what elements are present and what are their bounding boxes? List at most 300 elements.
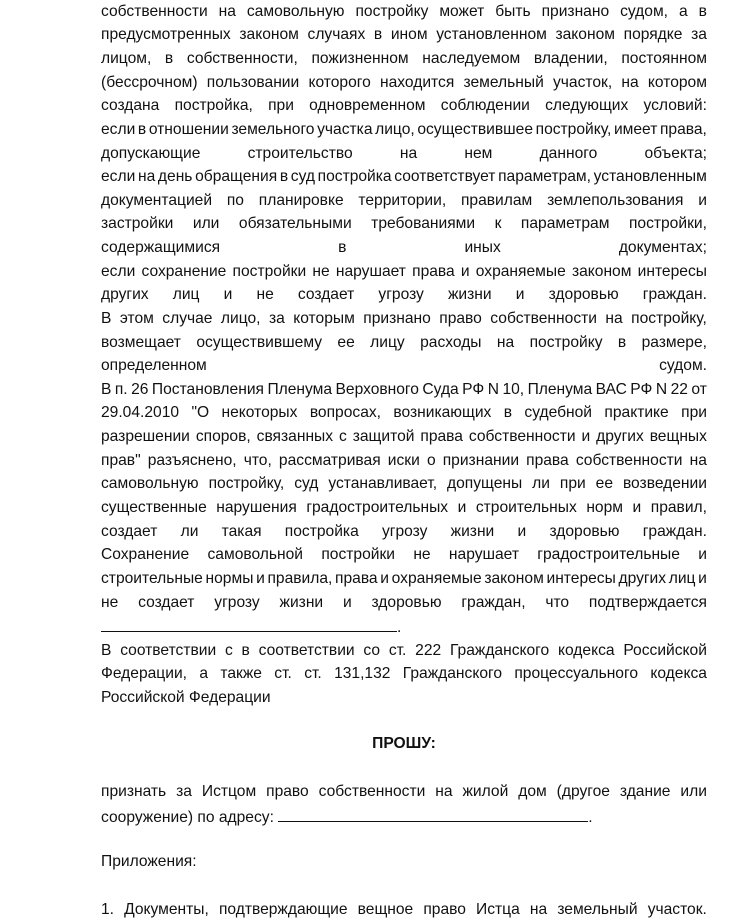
word: участок,	[553, 74, 613, 91]
word: постройка	[317, 168, 392, 185]
word: дом	[518, 783, 547, 800]
word: участка	[317, 121, 373, 138]
word: нормы	[205, 570, 254, 587]
word: угрозу	[381, 523, 428, 540]
word: градостроительные	[537, 546, 680, 563]
word: N	[487, 381, 499, 398]
word: если	[101, 121, 136, 138]
word: если	[101, 263, 136, 280]
word: определенном	[101, 357, 207, 374]
word: Российской	[623, 642, 707, 659]
word: параметрам,	[498, 168, 591, 185]
word: может	[439, 3, 485, 20]
word: Постановления	[151, 381, 264, 398]
text-line	[101, 379, 707, 401]
word: допускающие	[101, 145, 201, 162]
word: на	[218, 3, 236, 20]
word: права,	[659, 121, 707, 138]
word: осуществившему	[196, 334, 323, 351]
text-line	[101, 190, 707, 212]
text-line	[101, 473, 707, 495]
word: признании	[442, 452, 520, 469]
word: землепользования	[547, 192, 684, 209]
word: такая	[221, 523, 262, 540]
word: лицом,	[101, 50, 152, 67]
word: Пленума	[527, 381, 593, 398]
word: граждан,	[461, 594, 526, 611]
word: (бессрочном)	[101, 74, 198, 91]
word: не	[312, 263, 330, 280]
word: на	[399, 145, 418, 162]
word: на	[435, 783, 453, 800]
word: со	[363, 642, 381, 659]
text-line	[101, 497, 707, 519]
period: .	[588, 809, 593, 826]
word: данного	[539, 145, 598, 162]
word: норм	[586, 499, 623, 516]
word: здоровью	[371, 594, 442, 611]
word: Истцом	[201, 783, 257, 800]
word: защитой	[352, 428, 415, 445]
word: собственности	[490, 310, 597, 327]
word: ВАС	[595, 381, 627, 398]
word: одновременном	[309, 97, 426, 114]
word: находится	[380, 74, 455, 91]
word: случае	[162, 310, 213, 327]
word: возведении	[622, 475, 707, 492]
word: других	[596, 428, 644, 445]
word: и	[460, 263, 470, 280]
word: собственности	[318, 783, 426, 800]
word: Гражданского	[449, 642, 550, 659]
word: и	[632, 499, 642, 516]
text-line	[101, 640, 707, 662]
word: от	[691, 381, 707, 398]
word: N	[655, 381, 668, 398]
word: и	[698, 192, 707, 209]
word: осуществившее	[417, 121, 533, 138]
word: территории,	[358, 192, 447, 209]
word: права	[526, 452, 569, 469]
word: подтверждается	[588, 594, 707, 611]
word: на	[496, 334, 515, 351]
word: граждан.	[642, 523, 707, 540]
word: В	[101, 310, 112, 327]
word: постройку,	[535, 121, 612, 138]
word: порядке	[623, 26, 683, 43]
word: постоянном	[621, 50, 707, 67]
word: права	[420, 428, 463, 445]
word: здоровью	[549, 523, 620, 540]
word: права	[412, 263, 455, 280]
word: что,	[243, 452, 272, 469]
word: лиц	[668, 570, 696, 587]
word: 26	[131, 381, 149, 398]
word: если	[101, 168, 136, 185]
attachments-title: Приложения:	[101, 853, 197, 870]
word: право	[423, 901, 466, 918]
word: лиц	[172, 286, 200, 303]
word: а	[678, 3, 688, 20]
word: случаях	[307, 26, 366, 43]
word: постройки,	[628, 215, 707, 232]
word: жизни	[448, 286, 492, 303]
word: охраняемые	[475, 263, 566, 280]
word: собственности	[101, 3, 208, 20]
text-line	[101, 308, 707, 330]
word: о	[426, 452, 436, 469]
word: планировке	[258, 192, 344, 209]
word: правил,	[650, 499, 707, 516]
word: 131,132	[334, 665, 391, 682]
address-line	[101, 805, 707, 827]
word: за	[268, 310, 285, 327]
word: п.	[114, 381, 128, 398]
word: котором	[647, 74, 707, 91]
word: подтверждающие	[218, 901, 348, 918]
word: права	[335, 570, 378, 587]
word: быть	[495, 3, 531, 20]
word: или	[680, 783, 707, 800]
word: а	[199, 665, 209, 682]
word: вещных	[649, 428, 707, 445]
word: споров,	[195, 428, 251, 445]
word: расходы	[420, 334, 482, 351]
word: земельного	[231, 121, 315, 138]
word: параметрам	[520, 215, 610, 232]
text-line	[101, 355, 707, 377]
word: РФ	[630, 381, 653, 398]
word: которым	[293, 310, 355, 327]
word: "О	[191, 404, 210, 421]
word: на	[137, 168, 156, 185]
word: других	[618, 570, 667, 587]
word: и	[342, 594, 352, 611]
word: или	[192, 215, 220, 232]
word: земельный	[463, 74, 544, 91]
text-line	[101, 402, 707, 424]
word: в	[617, 334, 627, 351]
word: соответствует	[394, 168, 496, 185]
word: на	[605, 310, 623, 327]
word: В	[101, 381, 112, 398]
word: право	[266, 783, 309, 800]
text-line	[101, 332, 707, 354]
word: существенные	[101, 499, 207, 516]
word: в	[164, 50, 174, 67]
text-line	[101, 663, 707, 685]
word: ее	[595, 475, 614, 492]
word: рассматривая	[278, 452, 381, 469]
word: ст.	[304, 665, 322, 682]
word: 222	[415, 642, 442, 659]
word: создает	[297, 286, 355, 303]
text-line	[101, 72, 707, 94]
word: угрозу	[378, 286, 424, 303]
word: суд	[290, 168, 315, 185]
word: при	[268, 97, 294, 114]
word: Пленума	[267, 381, 333, 398]
word: при	[559, 475, 586, 492]
word: ее	[337, 334, 355, 351]
word: постройка	[284, 523, 359, 540]
word: правилам	[460, 192, 533, 209]
word: законом	[239, 26, 299, 43]
word: и	[698, 570, 707, 587]
word: соответствии	[258, 642, 355, 659]
word: жилой	[462, 783, 509, 800]
text-line	[101, 119, 707, 141]
word: признать	[101, 783, 167, 800]
word: постройку	[529, 334, 603, 351]
word: здоровью	[548, 286, 619, 303]
period: .	[397, 619, 402, 636]
word: строительных	[475, 499, 577, 516]
word: при	[681, 404, 707, 421]
word: и	[698, 546, 707, 563]
word: ст.	[274, 665, 292, 682]
word: и	[223, 286, 233, 303]
word: и	[515, 286, 525, 303]
word: Гражданского	[402, 665, 503, 682]
address-label: сооружение) по адресу:	[101, 809, 274, 826]
word: с	[224, 642, 233, 659]
word: к	[494, 215, 502, 232]
word: нарушает	[448, 546, 519, 563]
text-line	[101, 521, 707, 543]
word: ст.	[388, 642, 407, 659]
word: правила,	[267, 570, 333, 587]
request-heading: ПРОШУ:	[372, 735, 436, 752]
word: и	[517, 523, 527, 540]
text-line	[101, 95, 707, 117]
word: Верховного	[335, 381, 419, 398]
word: ли	[180, 523, 199, 540]
text-line	[101, 143, 707, 165]
word: которого	[308, 74, 371, 91]
word: суд	[294, 475, 319, 492]
word: постройки	[232, 263, 307, 280]
word: строительные	[101, 570, 203, 587]
word: постройка,	[174, 97, 253, 114]
word: судебной	[524, 404, 593, 421]
word: здание	[619, 783, 671, 800]
word: сохранение	[141, 263, 227, 280]
word: ином	[390, 26, 428, 43]
word: обязательными	[238, 215, 352, 232]
word: Истца	[476, 901, 520, 918]
word: самовольную	[101, 475, 199, 492]
word: в	[338, 239, 347, 256]
word: документацией	[101, 192, 213, 209]
word: соответствии	[120, 642, 217, 659]
word: в	[698, 3, 707, 20]
word: иски	[387, 452, 420, 469]
word: признано	[541, 3, 610, 20]
word: не	[101, 594, 119, 611]
word: создана	[101, 97, 160, 114]
word: РФ	[462, 381, 485, 398]
word: других	[101, 286, 149, 303]
word: земельный	[557, 901, 638, 918]
word: 22	[670, 381, 688, 398]
text-line	[101, 544, 707, 566]
text-line	[101, 568, 707, 590]
word: признано	[363, 310, 431, 327]
word: 29.04.2010	[101, 404, 180, 421]
word: судом.	[659, 357, 707, 374]
word: создает	[138, 594, 195, 611]
word: постройку,	[631, 310, 707, 327]
text-line: Российской Федерации	[101, 689, 271, 706]
word: и	[380, 570, 389, 587]
word: лицо,	[375, 121, 415, 138]
word: не	[413, 546, 431, 563]
word: соблюдении	[440, 97, 530, 114]
word: предусмотренных	[101, 26, 231, 43]
word: в	[373, 26, 383, 43]
word: нарушает	[335, 263, 406, 280]
word: обращения	[195, 168, 278, 185]
word: имеет	[613, 121, 658, 138]
word: день	[157, 168, 193, 185]
word: установленным	[593, 168, 707, 185]
word: документах;	[618, 239, 707, 256]
word: постройку	[355, 3, 429, 20]
word: собственности	[575, 452, 683, 469]
word: процессуального	[514, 665, 638, 682]
blank-underline	[101, 615, 397, 632]
text-line	[101, 781, 707, 803]
word: Сохранение	[101, 546, 190, 563]
word: граждан.	[642, 286, 707, 303]
word: на	[529, 901, 548, 918]
word: иных	[464, 239, 501, 256]
word: Документы,	[124, 901, 209, 918]
word: интересы	[637, 263, 707, 280]
word: требованиями	[371, 215, 476, 232]
word: 10,	[502, 381, 525, 398]
text-line	[101, 450, 707, 472]
attachment-item	[101, 899, 707, 921]
word: право	[439, 310, 482, 327]
address-blank	[278, 805, 588, 822]
word: Суда	[422, 381, 459, 398]
text-line	[101, 426, 707, 448]
word: содержащимися	[101, 239, 221, 256]
text-line	[101, 284, 707, 306]
word: жизни	[279, 594, 324, 611]
word: с	[339, 428, 347, 445]
word: не	[256, 286, 274, 303]
word: прав"	[101, 452, 141, 469]
word: вопросах,	[309, 404, 381, 421]
word: разъяснено,	[147, 452, 237, 469]
word: нем	[464, 145, 493, 162]
word: интересы	[546, 570, 616, 587]
word: пользовании	[206, 74, 300, 91]
word: наследуемом	[422, 50, 521, 67]
word: объекта;	[644, 145, 707, 162]
word: условий:	[643, 97, 707, 114]
word: создает	[101, 523, 158, 540]
word: угрозу	[214, 594, 260, 611]
word: что	[545, 594, 570, 611]
word: и	[457, 499, 467, 516]
word: нарушения	[216, 499, 297, 516]
text-line	[101, 213, 707, 235]
text-line	[101, 237, 707, 259]
word: (другое	[556, 783, 610, 800]
word: также	[220, 665, 262, 682]
word: собственности	[468, 428, 576, 445]
word: на	[621, 74, 639, 91]
word: отношении	[148, 121, 229, 138]
word: этом	[119, 310, 154, 327]
word: охраняемые	[391, 570, 482, 587]
word: следующих	[545, 97, 629, 114]
word: 1.	[101, 901, 115, 918]
word: в	[503, 404, 513, 421]
word: допущены	[447, 475, 523, 492]
word: и	[581, 428, 591, 445]
word: разрешении	[101, 428, 190, 445]
evidence-blank-line	[101, 615, 707, 637]
word: постройку,	[208, 475, 285, 492]
word: судом,	[620, 3, 668, 20]
word: постройки	[321, 546, 395, 563]
word: в	[137, 121, 147, 138]
word: кодекса	[557, 642, 615, 659]
word: ли	[532, 475, 550, 492]
word: владении,	[533, 50, 608, 67]
word: возмещает	[101, 334, 181, 351]
word: в	[241, 642, 250, 659]
word: Федерации,	[101, 665, 187, 682]
word: и	[256, 570, 265, 587]
word: некоторых	[221, 404, 298, 421]
word: законом	[555, 26, 615, 43]
text-line	[101, 1, 707, 23]
word: возникающих	[393, 404, 492, 421]
text-line	[101, 24, 707, 46]
word: практике	[604, 404, 669, 421]
text-line	[101, 48, 707, 70]
word: за	[176, 783, 192, 800]
word: устанавливает,	[328, 475, 438, 492]
word: кодекса	[650, 665, 707, 682]
text-line	[101, 166, 707, 188]
word: установленном	[436, 26, 547, 43]
word: застройки	[101, 215, 174, 232]
text-line	[101, 592, 707, 614]
word: законом	[484, 570, 544, 587]
word: лицо,	[220, 310, 261, 327]
word: В	[101, 642, 112, 659]
word: вещное	[357, 901, 414, 918]
word: самовольной	[207, 546, 304, 563]
word: самовольную	[246, 3, 345, 20]
word: градостроительных	[306, 499, 449, 516]
text-line	[101, 261, 707, 283]
word: связанных	[256, 428, 334, 445]
word: лицу	[370, 334, 405, 351]
word: участок.	[647, 901, 707, 918]
word: на	[689, 452, 707, 469]
word: законом	[571, 263, 632, 280]
word: размере,	[641, 334, 707, 351]
word: пожизненном	[311, 50, 409, 67]
